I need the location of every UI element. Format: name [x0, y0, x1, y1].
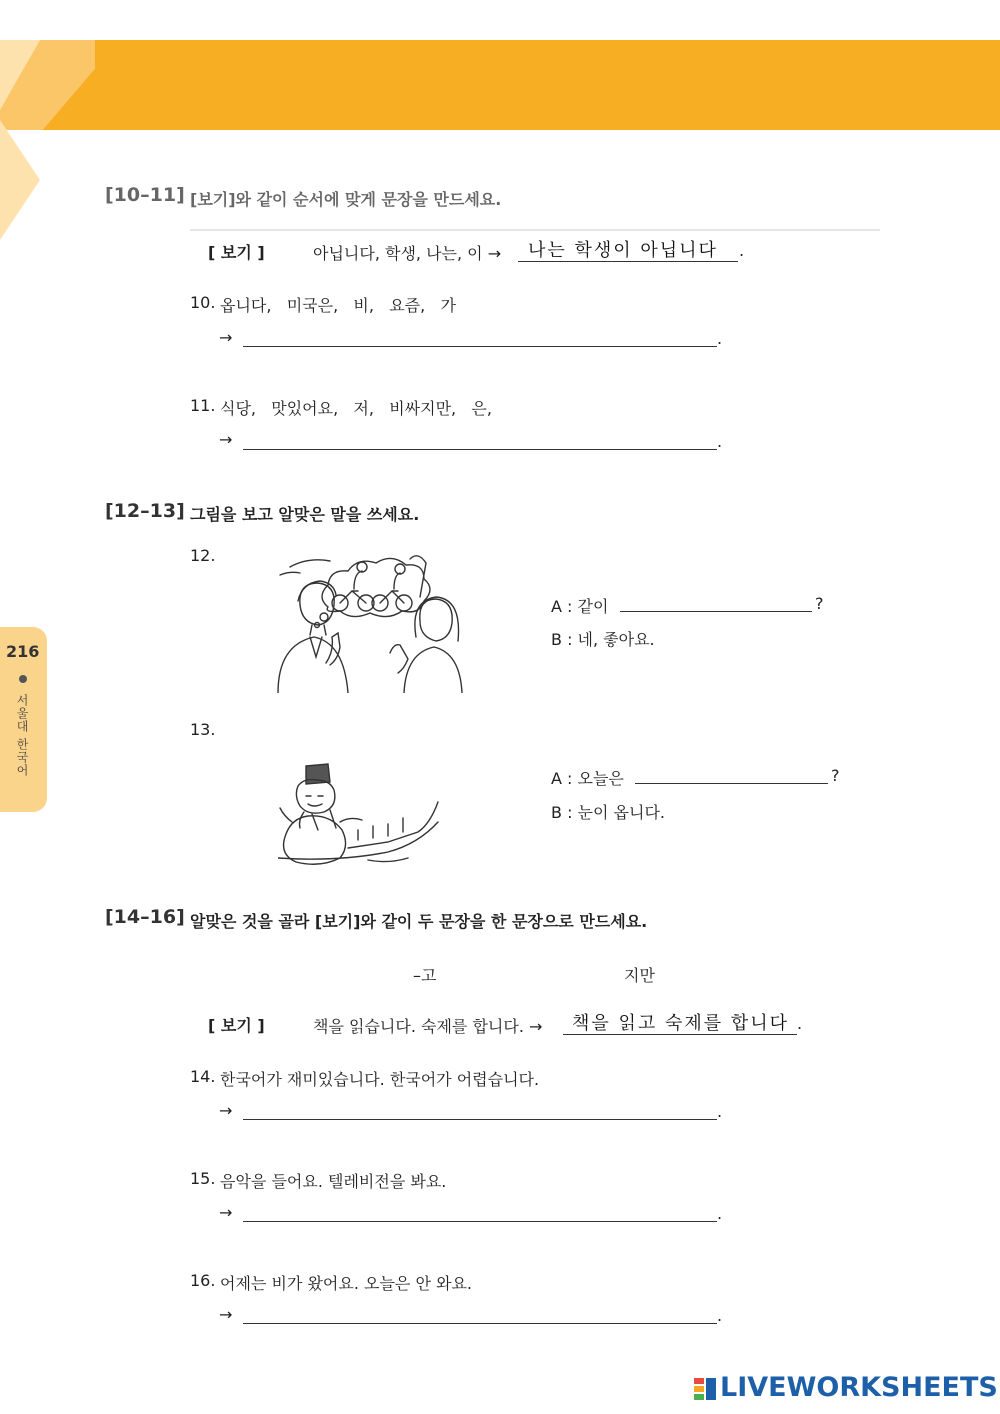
item-sentence: 어제는 비가 왔어요. 오늘은 안 와요. — [220, 1274, 472, 1293]
item-number: 10. — [190, 293, 216, 312]
section-number: [14–16] — [105, 906, 185, 928]
example-words: 아닙니다, 학생, 나는, 이 → — [313, 244, 502, 263]
answer-line-10[interactable] — [243, 346, 717, 347]
side-dot — [19, 675, 27, 683]
arrow: → — [219, 1101, 233, 1120]
example-answer: 나는 학생이 아닙니다 — [528, 240, 718, 261]
item-number: 15. — [190, 1169, 216, 1188]
choice: –고 — [413, 966, 437, 985]
dialogue-b: B : 네, 좋아요. — [551, 630, 655, 649]
example-answer-line — [518, 261, 738, 262]
example-label: [ 보기 ] — [208, 243, 265, 262]
answer-line-16[interactable] — [243, 1323, 717, 1324]
example-answer-line — [563, 1034, 797, 1035]
arrow: → — [219, 328, 233, 347]
divider — [190, 229, 880, 231]
item-number: 14. — [190, 1067, 216, 1086]
period: . — [717, 329, 723, 348]
item-sentence: 음악을 들어요. 텔레비전을 봐요. — [220, 1172, 447, 1191]
item-words: 식당, 맛있어요, 저, 비싸지만, 은, — [220, 399, 492, 418]
side-label: 서울대 한국어 — [15, 694, 29, 777]
period: . — [717, 432, 723, 451]
dialogue-b: B : 눈이 옵니다. — [551, 803, 665, 822]
arrow: → — [219, 1305, 233, 1324]
question-mark: ? — [831, 766, 840, 785]
question-mark: ? — [815, 594, 824, 613]
side-triangle-decoration — [0, 120, 40, 240]
item-number: 12. — [190, 546, 216, 565]
header-banner — [0, 40, 1000, 130]
answer-line-13[interactable] — [635, 783, 828, 784]
item-number: 16. — [190, 1271, 216, 1290]
section-instruction: 알맞은 것을 골라 [보기]와 같이 두 문장을 한 문장으로 만드세요. — [190, 912, 648, 931]
period: . — [717, 1102, 723, 1121]
example-label: [ 보기 ] — [208, 1016, 265, 1035]
item-number: 13. — [190, 720, 216, 739]
section-instruction: [보기]와 같이 순서에 맞게 문장을 만드세요. — [190, 190, 502, 209]
item-sentence: 한국어가 재미있습니다. 한국어가 어렵습니다. — [220, 1070, 540, 1089]
page-number: 216 — [6, 642, 40, 661]
answer-line-14[interactable] — [243, 1119, 717, 1120]
section-instruction: 그림을 보고 알맞은 말을 쓰세요. — [190, 505, 420, 524]
section-number: [10–11] — [105, 184, 185, 206]
arrow: → — [219, 1203, 233, 1222]
choice: 지만 — [624, 966, 655, 985]
item-number: 11. — [190, 396, 216, 415]
period: . — [717, 1306, 723, 1325]
example-answer: 책을 읽고 숙제를 합니다 — [572, 1013, 790, 1034]
period: . — [739, 241, 745, 260]
liveworksheets-logo-icon — [694, 1378, 716, 1400]
section-number: [12–13] — [105, 500, 185, 522]
answer-line-15[interactable] — [243, 1221, 717, 1222]
liveworksheets-logo: LIVEWORKSHEETS — [720, 1372, 998, 1403]
dialogue-a: A : 같이 — [551, 597, 609, 616]
snowman-illustration — [278, 760, 443, 868]
period: . — [717, 1204, 723, 1223]
example-sentence: 책을 읽습니다. 숙제를 합니다. → — [313, 1017, 543, 1036]
dialogue-a: A : 오늘은 — [551, 769, 624, 788]
arrow: → — [219, 430, 233, 449]
answer-line-12[interactable] — [620, 611, 812, 612]
period: . — [797, 1014, 803, 1033]
answer-line-11[interactable] — [243, 449, 717, 450]
item-words: 옵니다, 미국은, 비, 요즘, 가 — [220, 296, 456, 315]
couple-thinking-bicycle-illustration — [270, 545, 465, 693]
